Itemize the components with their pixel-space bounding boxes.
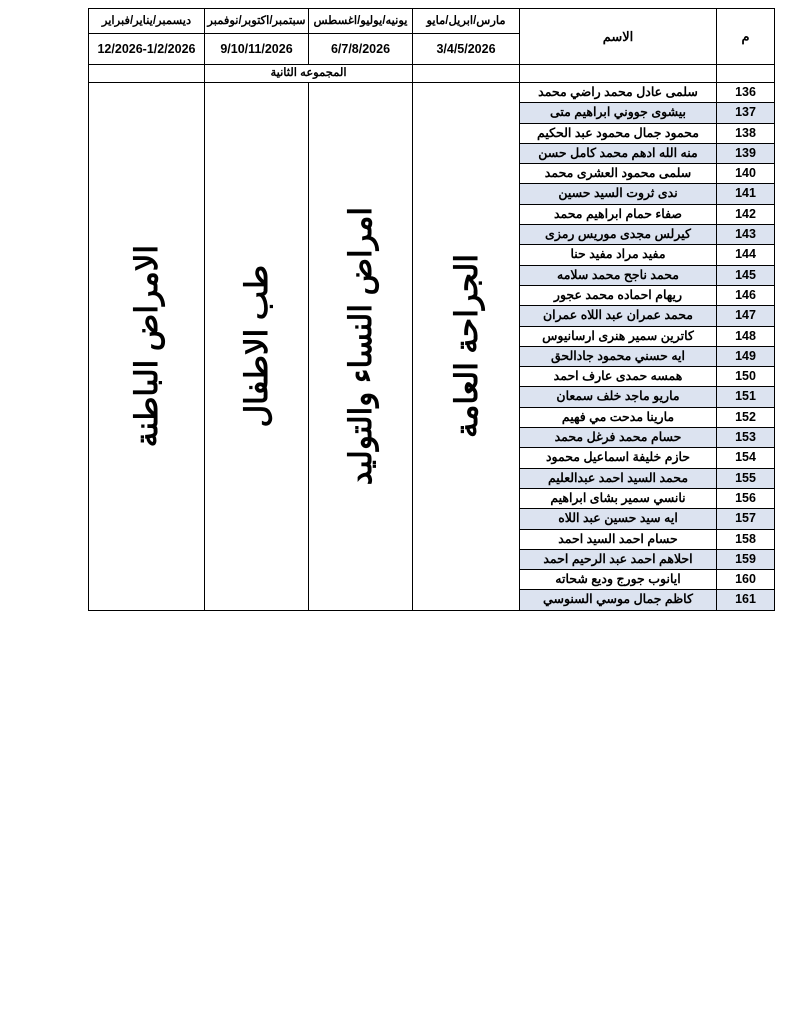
row-name: ندى ثروت السيد حسين	[520, 184, 717, 204]
row-number: 149	[717, 346, 775, 366]
row-name: محمود جمال محمود عبد الحكيم	[520, 123, 717, 143]
row-number: 153	[717, 428, 775, 448]
row-number: 151	[717, 387, 775, 407]
header-period-2-label: يونيه/يوليو/اغسطس	[309, 9, 413, 34]
rotation-schedule-table	[88, 8, 775, 611]
row-number: 141	[717, 184, 775, 204]
group-row-period-1-blank	[413, 65, 520, 83]
row-name: ايه سيد حسين عبد اللاه	[520, 509, 717, 529]
table-row	[89, 83, 775, 103]
row-name: سلمى محمود العشرى محمد	[520, 164, 717, 184]
header-period-2-dates: 6/7/8/2026	[309, 34, 413, 65]
row-number: 144	[717, 245, 775, 265]
row-name: ريهام احماده محمد عجور	[520, 285, 717, 305]
row-name: ايه حسني محمود جادالحق	[520, 346, 717, 366]
row-name: احلاهم احمد عبد الرحيم احمد	[520, 549, 717, 569]
specialty-label-1: الجراحة العامة	[448, 254, 484, 439]
specialty-cell-period-2	[309, 83, 413, 611]
row-number: 152	[717, 407, 775, 427]
row-number: 147	[717, 306, 775, 326]
row-name: كيرلس مجدى موريس رمزى	[520, 225, 717, 245]
row-number: 156	[717, 488, 775, 508]
row-name: منه الله ادهم محمد كامل حسن	[520, 143, 717, 163]
row-number: 158	[717, 529, 775, 549]
group-row-number-blank	[717, 65, 775, 83]
row-number: 140	[717, 164, 775, 184]
row-number: 155	[717, 468, 775, 488]
row-name: كاظم جمال موسي السنوسي	[520, 590, 717, 610]
row-name: ايانوب جورج وديع شحاته	[520, 570, 717, 590]
header-period-4-label: ديسمبر/يناير/فبراير	[89, 9, 205, 34]
specialty-label-3: طب الاطفال	[239, 265, 274, 428]
group-row-period-4-blank	[89, 65, 205, 83]
row-name: صفاء حمام ابراهيم محمد	[520, 204, 717, 224]
row-number: 150	[717, 367, 775, 387]
specialty-label-2: امراض النساء والتوليد	[343, 207, 378, 486]
row-name: مفيد مراد مفيد حنا	[520, 245, 717, 265]
row-number: 143	[717, 225, 775, 245]
row-name: حسام محمد فرغل محمد	[520, 428, 717, 448]
row-number: 148	[717, 326, 775, 346]
specialty-cell-period-3	[205, 83, 309, 611]
header-period-3-dates: 9/10/11/2026	[205, 34, 309, 65]
row-name: ماريو ماجد خلف سمعان	[520, 387, 717, 407]
row-number: 145	[717, 265, 775, 285]
row-name: محمد عمران عبد اللاه عمران	[520, 306, 717, 326]
row-name: بيشوى جووني ابراهيم متى	[520, 103, 717, 123]
row-name: حسام احمد السيد احمد	[520, 529, 717, 549]
header-cell-name: الاسم	[520, 9, 717, 65]
specialty-label-4: الامراض الباطنة	[129, 245, 164, 448]
row-number: 139	[717, 143, 775, 163]
row-number: 146	[717, 285, 775, 305]
row-number: 157	[717, 509, 775, 529]
header-period-4-dates: 12/2026-1/2/2026	[89, 34, 205, 65]
row-number: 160	[717, 570, 775, 590]
group-label-row	[89, 65, 775, 83]
row-number: 161	[717, 590, 775, 610]
row-number: 154	[717, 448, 775, 468]
row-name: سلمى عادل محمد راضي محمد	[520, 83, 717, 103]
header-cell-number: م	[717, 9, 775, 65]
row-name: محمد السيد احمد عبدالعليم	[520, 468, 717, 488]
row-number: 136	[717, 83, 775, 103]
row-number: 142	[717, 204, 775, 224]
group-label: المجموعه الثانية	[205, 65, 413, 83]
row-name: همسه حمدى عارف احمد	[520, 367, 717, 387]
header-period-1-dates: 3/4/5/2026	[413, 34, 520, 65]
row-name: مارينا مدحت مي فهيم	[520, 407, 717, 427]
specialty-cell-period-1	[413, 83, 520, 611]
row-name: كاترين سمير هنرى ارسانيوس	[520, 326, 717, 346]
specialty-cell-period-4	[89, 83, 205, 611]
row-number: 138	[717, 123, 775, 143]
header-period-3-label: سبتمبر/اكتوبر/نوفمبر	[205, 9, 309, 34]
header-period-1-label: مارس/ابريل/مايو	[413, 9, 520, 34]
row-name: نانسي سمير بشاى ابراهيم	[520, 488, 717, 508]
row-number: 137	[717, 103, 775, 123]
row-name: حازم خليفة اسماعيل محمود	[520, 448, 717, 468]
row-number: 159	[717, 549, 775, 569]
header-row-labels	[89, 9, 775, 34]
row-name: محمد ناجح محمد سلامه	[520, 265, 717, 285]
group-row-name-blank	[520, 65, 717, 83]
